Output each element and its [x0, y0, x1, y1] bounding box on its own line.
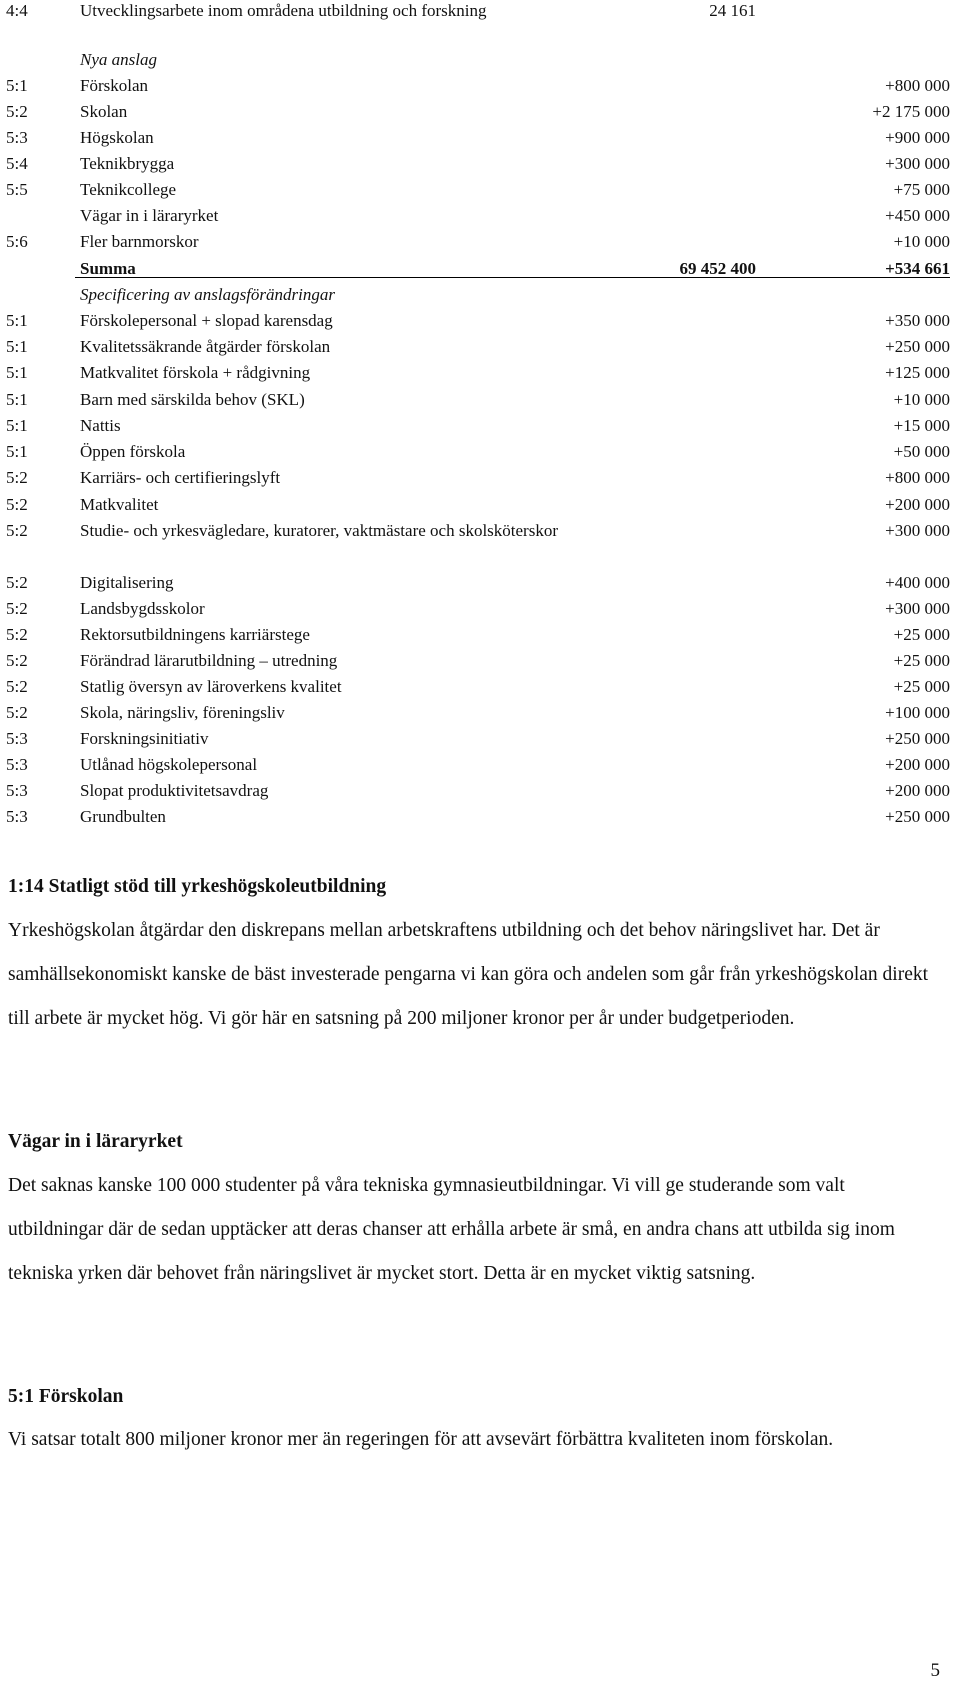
row-label: Högskolan [80, 128, 154, 147]
row-code: 5:2 [6, 651, 28, 670]
row-value-total: 24 161 [709, 1, 756, 20]
table-row [0, 624, 960, 652]
row-label: Utlånad högskolepersonal [80, 755, 258, 774]
row-code: 5:2 [6, 599, 28, 618]
row-code: 5:3 [6, 755, 28, 774]
table-row [0, 494, 960, 522]
table-row [0, 754, 960, 782]
table-row [0, 336, 960, 364]
table-row [0, 415, 960, 443]
table-row [0, 389, 960, 417]
table-row [0, 441, 960, 469]
row-label: Förskolan [80, 76, 148, 95]
row-code: 5:6 [6, 232, 28, 251]
row-label: Landsbygdsskolor [80, 599, 205, 618]
table-row [0, 75, 960, 103]
table-row [0, 650, 960, 678]
row-value-change: +25 000 [893, 677, 950, 696]
table-row [0, 572, 960, 600]
row-label: Skola, näringsliv, föreningsliv [80, 703, 285, 722]
section-heading: Vägar in i läraryrket [8, 1131, 183, 1152]
paragraph-text: Vi satsar totalt 800 miljoner kronor mer än regeringen för att avsevärt förbättra kvaliteten inom förskolan. [8, 1429, 834, 1450]
row-value-change: +50 000 [893, 442, 950, 461]
section-paragraph [8, 1418, 943, 1462]
table-row [0, 231, 960, 259]
table-row [0, 258, 960, 286]
table-row [0, 310, 960, 338]
row-code: 5:2 [6, 703, 28, 722]
row-label: Vägar in i läraryrket [80, 206, 219, 225]
row-label: Fler barnmorskor [80, 232, 199, 251]
row-label: Statlig översyn av läroverkens kvalitet [80, 677, 342, 696]
row-code: 5:2 [6, 677, 28, 696]
row-value-change: +250 000 [885, 807, 950, 826]
row-label: Nya anslag [80, 50, 157, 69]
row-code: 5:1 [6, 311, 28, 330]
row-code: 5:2 [6, 495, 28, 514]
row-code: 5:2 [6, 625, 28, 644]
row-label: Barn med särskilda behov (SKL) [80, 390, 305, 409]
row-value-change: +200 000 [885, 755, 950, 774]
row-value-change: +25 000 [893, 625, 950, 644]
table-row [0, 284, 960, 312]
row-label: Rektorsutbildningens karriärstege [80, 625, 310, 644]
row-code: 5:2 [6, 573, 28, 592]
row-value-change: +450 000 [885, 206, 950, 225]
row-value-change: +250 000 [885, 337, 950, 356]
row-value-change: +300 000 [885, 599, 950, 618]
row-code: 5:2 [6, 102, 28, 121]
table-row [0, 598, 960, 626]
row-value-change: +534 661 [885, 259, 950, 278]
row-label: Matkvalitet förskola + rådgivning [80, 363, 311, 382]
row-label: Utvecklingsarbete inom områdena utbildning och forskning [80, 1, 487, 20]
row-code: 5:1 [6, 442, 28, 461]
row-value-change: +800 000 [885, 468, 950, 487]
table-row [0, 49, 960, 77]
row-code: 4:4 [6, 1, 28, 20]
row-code: 5:2 [6, 521, 28, 540]
row-value-change: +10 000 [893, 390, 950, 409]
section-paragraph [8, 909, 943, 1041]
row-code: 5:1 [6, 416, 28, 435]
row-code: 5:3 [6, 128, 28, 147]
row-label: Förändrad lärarutbildning – utredning [80, 651, 338, 670]
row-value-change: +125 000 [885, 363, 950, 382]
section-heading: 1:14 Statligt stöd till yrkeshögskoleutbildning [8, 876, 387, 897]
row-code: 5:2 [6, 468, 28, 487]
row-value-change: +2 175 000 [872, 102, 950, 121]
row-label: Forskningsinitiativ [80, 729, 209, 748]
table-row [0, 205, 960, 233]
row-value-change: +25 000 [893, 651, 950, 670]
table-row [0, 702, 960, 730]
row-value-change: +250 000 [885, 729, 950, 748]
row-code: 5:4 [6, 154, 28, 173]
row-label: Studie- och yrkesvägledare, kuratorer, vaktmästare och skolsköterskor [80, 521, 558, 540]
paragraph-text: Det saknas kanske 100 000 studenter på våra tekniska gymnasieutbildningar. Vi vill ge studerande som valt utbildningar där de sedan upptäcker att deras chanser att erhålla arbete är små, en andra chans att utbilda sig inom tekniska yrken där behovet från näringslivet är mycket stort. Detta är en mycket viktig satsning. [8, 1175, 895, 1284]
row-label: Teknikcollege [80, 180, 177, 199]
table-row [0, 728, 960, 756]
row-label: Karriärs- och certifieringslyft [80, 468, 281, 487]
row-value-change: +300 000 [885, 154, 950, 173]
row-code: 5:1 [6, 76, 28, 95]
row-label: Förskolepersonal + slopad karensdag [80, 311, 333, 330]
row-value-change: +800 000 [885, 76, 950, 95]
row-value-change: +10 000 [893, 232, 950, 251]
table-row [0, 127, 960, 155]
row-value-change: +900 000 [885, 128, 950, 147]
row-code: 5:1 [6, 363, 28, 382]
row-label: Matkvalitet [80, 495, 159, 514]
table-row [0, 780, 960, 808]
row-value-change: +75 000 [893, 180, 950, 199]
row-code: 5:3 [6, 729, 28, 748]
table-row [0, 153, 960, 181]
table-row [0, 362, 960, 390]
row-label: Öppen förskola [80, 442, 186, 461]
row-label: Kvalitetssäkrande åtgärder förskolan [80, 337, 331, 356]
table-row [0, 101, 960, 129]
row-code: 5:3 [6, 807, 28, 826]
row-code: 5:1 [6, 337, 28, 356]
row-value-change: +350 000 [885, 311, 950, 330]
row-value-change: +100 000 [885, 703, 950, 722]
row-code: 5:1 [6, 390, 28, 409]
row-value-change: +200 000 [885, 781, 950, 800]
row-label: Digitalisering [80, 573, 174, 592]
row-label: Specificering av anslagsförändringar [80, 285, 335, 304]
row-label: Skolan [80, 102, 128, 121]
table-row [0, 806, 960, 834]
table-row [0, 179, 960, 207]
row-label: Slopat produktivitetsavdrag [80, 781, 269, 800]
row-value-change: +400 000 [885, 573, 950, 592]
row-value-change: +300 000 [885, 521, 950, 540]
page-number: 5 [930, 1660, 940, 1681]
row-value-change: +200 000 [885, 495, 950, 514]
table-row [0, 467, 960, 495]
row-value-total: 69 452 400 [679, 259, 756, 278]
table-row [0, 520, 960, 548]
row-code: 5:5 [6, 180, 28, 199]
row-value-change: +15 000 [893, 416, 950, 435]
section-heading: 5:1 Förskolan [8, 1386, 124, 1407]
section-paragraph [8, 1164, 943, 1296]
table-row [0, 0, 960, 28]
row-label: Nattis [80, 416, 121, 435]
row-code: 5:3 [6, 781, 28, 800]
table-row [0, 676, 960, 704]
row-label: Grundbulten [80, 807, 166, 826]
row-label: Teknikbrygga [80, 154, 175, 173]
row-label: Summa [80, 259, 136, 278]
paragraph-text: Yrkeshögskolan åtgärdar den diskrepans mellan arbetskraftens utbildning och det behov näringslivet har. Det är samhällsekonomiskt kanske de bäst investerade pengarna vi kan göra och andelen som går från yrkeshögskolan direkt till arbete är mycket hög. Vi gör här en satsning på 200 miljoner kronor per år under budgetperioden. [8, 920, 929, 1029]
